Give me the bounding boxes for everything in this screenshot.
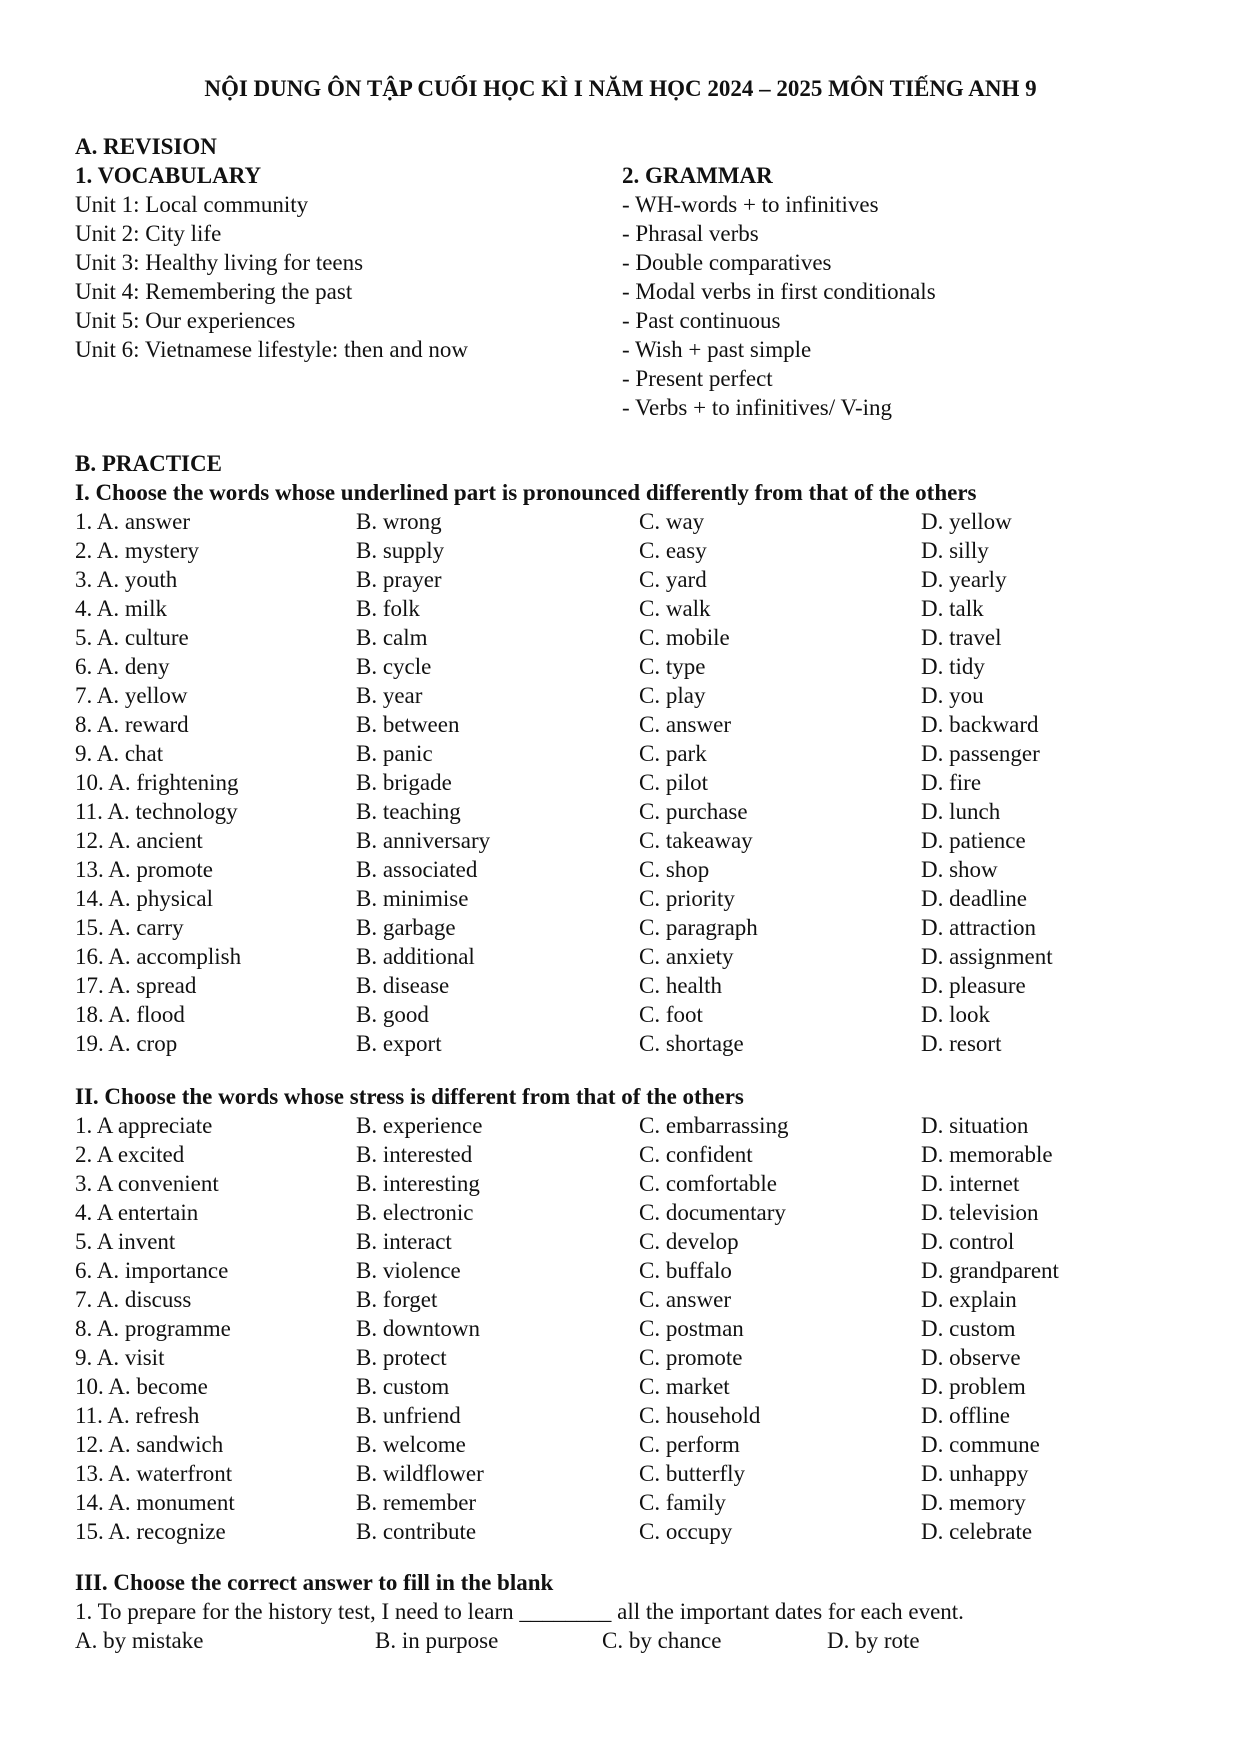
choice-b: B. protect [356,1345,447,1370]
choice-d: D. assignment [921,944,1053,969]
choice-b: B. violence [356,1258,461,1283]
choice-d: D. resort [921,1031,1002,1056]
vocabulary-item: Unit 5: Our experiences [75,308,296,333]
choice-d: D. tidy [921,654,985,679]
choice-b: B. supply [356,538,445,563]
choice-a: 16. A. accomplish [75,944,242,969]
choice-c: C. embarrassing [639,1113,789,1138]
choice-d: D. fire [921,770,982,795]
choice-a: 10. A. become [75,1374,208,1399]
choice-b: B. between [356,712,460,737]
choice-c: C. priority [639,886,735,911]
choice-b: B. garbage [356,915,456,940]
choice-a: 11. A. refresh [75,1403,200,1428]
choice-c: C. perform [639,1432,740,1457]
choice-c: C. anxiety [639,944,734,969]
choice-a: 13. A. promote [75,857,213,882]
choice-d: D. control [921,1229,1015,1254]
section2-heading: II. Choose the words whose stress is different from that of the others [75,1084,744,1109]
choice-c: C. develop [639,1229,739,1254]
choice-c: C. market [639,1374,730,1399]
choice-d: D. silly [921,538,989,563]
choice-c: C. household [639,1403,761,1428]
vocabulary-item: Unit 4: Remembering the past [75,279,353,304]
choice-b: B. teaching [356,799,461,824]
choice-a: 15. A. recognize [75,1519,226,1544]
choice-b: B. disease [356,973,450,998]
vocabulary-item: Unit 1: Local community [75,192,309,217]
choice-c: C. takeaway [639,828,753,853]
grammar-item: - Verbs + to infinitives/ V-ing [622,395,893,420]
choice-d: D. you [921,683,984,708]
choice-d: D. celebrate [921,1519,1033,1544]
choice-c: C. pilot [639,770,709,795]
choice-a: 9. A. visit [75,1345,165,1370]
section3-heading: III. Choose the correct answer to fill in the blank [75,1570,554,1595]
question-stem: 1. To prepare for the history test, I need to learn ________ all the important dates for each event. [75,1599,964,1624]
option-c: C. by chance [602,1628,722,1653]
choice-a: 11. A. technology [75,799,238,824]
choice-c: C. purchase [639,799,748,824]
choice-a: 1. A. answer [75,509,190,534]
choice-b: B. interested [356,1142,473,1167]
choice-a: 3. A convenient [75,1171,219,1196]
section1-heading: I. Choose the words whose underlined part is pronounced differently from that of the others [75,480,977,505]
choice-c: C. park [639,741,707,766]
choice-b: B. custom [356,1374,450,1399]
vocabulary-heading: 1. VOCABULARY [75,163,262,188]
grammar-item: - Wish + past simple [622,337,812,362]
choice-a: 9. A. chat [75,741,164,766]
choice-d: D. custom [921,1316,1016,1341]
choice-a: 15. A. carry [75,915,184,940]
choice-b: B. minimise [356,886,469,911]
choice-d: D. grandparent [921,1258,1059,1283]
choice-a: 5. A invent [75,1229,176,1254]
choice-a: 13. A. waterfront [75,1461,233,1486]
choice-a: 14. A. physical [75,886,213,911]
choice-d: D. lunch [921,799,1001,824]
choice-d: D. backward [921,712,1039,737]
choice-d: D. yearly [921,567,1007,592]
choice-d: D. television [921,1200,1039,1225]
choice-a: 6. A. importance [75,1258,229,1283]
choice-b: B. welcome [356,1432,466,1457]
choice-a: 18. A. flood [75,1002,185,1027]
grammar-item: - Double comparatives [622,250,832,275]
choice-c: C. buffalo [639,1258,732,1283]
choice-a: 17. A. spread [75,973,197,998]
choice-d: D. travel [921,625,1002,650]
choice-d: D. pleasure [921,973,1026,998]
grammar-item: - Phrasal verbs [622,221,759,246]
choice-c: C. answer [639,712,731,737]
choice-c: C. yard [639,567,707,592]
choice-b: B. additional [356,944,475,969]
choice-b: B. associated [356,857,478,882]
choice-a: 7. A. yellow [75,683,188,708]
choice-b: B. good [356,1002,429,1027]
vocabulary-item: Unit 6: Vietnamese lifestyle: then and now [75,337,468,362]
choice-d: D. show [921,857,998,882]
option-d: D. by rote [827,1628,920,1653]
choice-b: B. interesting [356,1171,480,1196]
choice-b: B. wrong [356,509,442,534]
choice-a: 14. A. monument [75,1490,235,1515]
choice-a: 2. A. mystery [75,538,199,563]
choice-c: C. type [639,654,706,679]
choice-c: C. easy [639,538,707,563]
choice-c: C. shortage [639,1031,744,1056]
choice-b: B. brigade [356,770,452,795]
choice-b: B. wildflower [356,1461,484,1486]
choice-b: B. remember [356,1490,477,1515]
choice-c: C. paragraph [639,915,758,940]
choice-d: D. yellow [921,509,1012,534]
choice-b: B. experience [356,1113,483,1138]
choice-d: D. commune [921,1432,1040,1457]
choice-d: D. internet [921,1171,1020,1196]
option-a: A. by mistake [75,1628,204,1653]
choice-a: 8. A. reward [75,712,189,737]
choice-b: B. interact [356,1229,452,1254]
choice-d: D. memory [921,1490,1026,1515]
choice-d: D. observe [921,1345,1021,1370]
choice-b: B. downtown [356,1316,480,1341]
choice-b: B. unfriend [356,1403,461,1428]
choice-d: D. memorable [921,1142,1053,1167]
choice-b: B. panic [356,741,433,766]
choice-b: B. calm [356,625,428,650]
choice-c: C. documentary [639,1200,786,1225]
choice-c: C. comfortable [639,1171,777,1196]
choice-d: D. explain [921,1287,1017,1312]
choice-c: C. postman [639,1316,744,1341]
choice-b: B. forget [356,1287,438,1312]
choice-a: 3. A. youth [75,567,178,592]
choice-c: C. family [639,1490,726,1515]
choice-b: B. electronic [356,1200,474,1225]
choice-a: 7. A. discuss [75,1287,192,1312]
choice-b: B. contribute [356,1519,477,1544]
choice-d: D. deadline [921,886,1028,911]
choice-a: 8. A. programme [75,1316,231,1341]
vocabulary-item: Unit 3: Healthy living for teens [75,250,364,275]
practice-heading: B. PRACTICE [75,451,222,476]
choice-a: 12. A. sandwich [75,1432,224,1457]
grammar-item: - WH-words + to infinitives [622,192,879,217]
choice-b: B. anniversary [356,828,491,853]
choice-c: C. health [639,973,723,998]
choice-c: C. play [639,683,706,708]
choice-a: 2. A excited [75,1142,185,1167]
choice-c: C. walk [639,596,711,621]
choice-a: 4. A entertain [75,1200,199,1225]
choice-c: C. promote [639,1345,743,1370]
choice-a: 4. A. milk [75,596,168,621]
grammar-item: - Past continuous [622,308,781,333]
choice-d: D. talk [921,596,984,621]
choice-c: C. butterfly [639,1461,746,1486]
choice-a: 6. A. deny [75,654,170,679]
choice-b: B. cycle [356,654,432,679]
page-title: NỘI DUNG ÔN TẬP CUỐI HỌC KÌ I NĂM HỌC 2024 – 2025 MÔN TIẾNG ANH 9 [204,76,1037,101]
choice-c: C. foot [639,1002,703,1027]
revision-heading: A. REVISION [75,134,217,159]
choice-c: C. answer [639,1287,731,1312]
choice-a: 5. A. culture [75,625,189,650]
choice-c: C. mobile [639,625,730,650]
choice-a: 1. A appreciate [75,1113,213,1138]
choice-a: 12. A. ancient [75,828,203,853]
choice-d: D. patience [921,828,1026,853]
choice-d: D. passenger [921,741,1040,766]
choice-d: D. situation [921,1113,1029,1138]
choice-d: D. offline [921,1403,1011,1428]
choice-d: D. look [921,1002,990,1027]
option-b: B. in purpose [375,1628,499,1653]
grammar-item: - Modal verbs in first conditionals [622,279,936,304]
choice-b: B. year [356,683,423,708]
choice-a: 19. A. crop [75,1031,178,1056]
vocabulary-item: Unit 2: City life [75,221,222,246]
choice-d: D. attraction [921,915,1036,940]
choice-b: B. folk [356,596,420,621]
grammar-column [622,161,936,422]
choice-b: B. prayer [356,567,442,592]
grammar-item: - Present perfect [622,366,773,391]
choice-b: B. export [356,1031,442,1056]
choice-c: C. shop [639,857,710,882]
choice-c: C. confident [639,1142,753,1167]
vocabulary-column [75,161,468,364]
choice-a: 10. A. frightening [75,770,239,795]
choice-d: D. unhappy [921,1461,1029,1486]
choice-c: C. occupy [639,1519,733,1544]
choice-d: D. problem [921,1374,1026,1399]
choice-c: C. way [639,509,705,534]
grammar-heading: 2. GRAMMAR [622,163,773,188]
